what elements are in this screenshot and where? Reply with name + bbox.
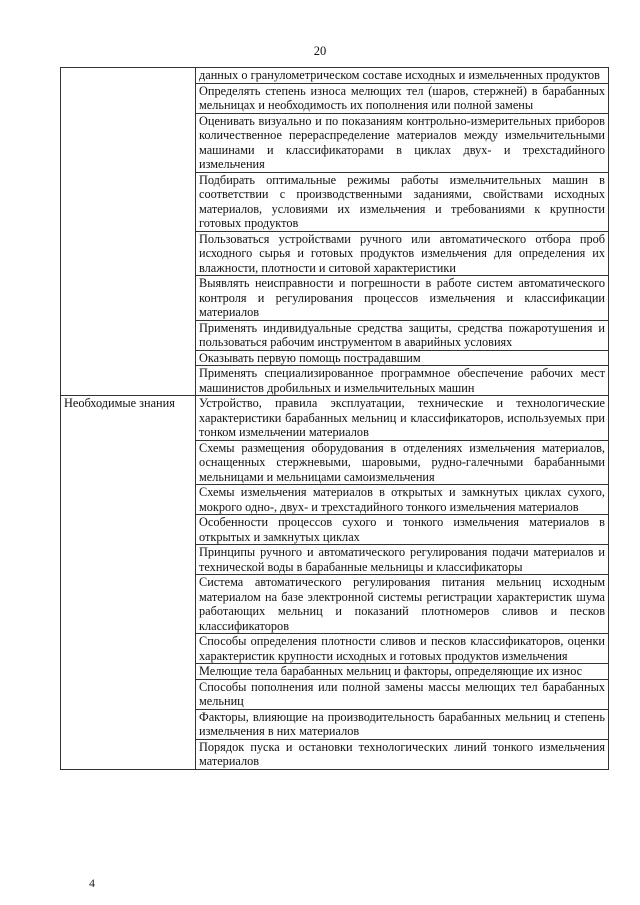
table-cell: Порядок пуска и остановки технологических линий тонкого измельчения материалов [196,739,609,769]
table-row [61,68,609,84]
table-cell: Выявлять неисправности и погрешности в работе систем автоматического контроля и регулирования процессов измельчения и классификации материалов [196,276,609,321]
table-cell: Способы определения плотности сливов и песков классификаторов, оценки характеристик крупности исходных и готовых продуктов измельчения [196,634,609,664]
table-cell: Оказывать первую помощь пострадавшим [196,350,609,366]
table-cell: Схемы измельчения материалов в открытых и замкнутых циклах сухого, мокрого одно-, двух- и трехстадийного тонкого измельчения материалов [196,485,609,515]
label-cell-empty [61,68,196,396]
table-cell: Мелющие тела барабанных мельниц и факторы, определяющие их износ [196,664,609,680]
table-cell: Оценивать визуально и по показаниям контрольно-измерительных приборов количественное перераспределение материалов между измельчительными машинами и классификаторами в циклах двух- и трехстадийного измельчения [196,113,609,172]
table-cell: Подбирать оптимальные режимы работы измельчительных машин в соответствии с производственными заданиями, свойствами исходных материалов, условиями их измельчения и требованиями к крупности готовых продуктов [196,172,609,231]
page-number: 20 [313,44,327,58]
table-cell: Способы пополнения или полной замены массы мелющих тел барабанных мельниц [196,679,609,709]
table-cell: Устройство, правила эксплуатации, технические и технологические характеристики барабанных мельниц и классификаторов, используемых при тонком измельчении материалов [196,396,609,441]
table-cell: Система автоматического регулирования питания мельниц исходным материалом на базе электронной системы регистрации характеристик шума работающих мельниц и показаний плотномеров сливов и песков классификаторов [196,575,609,634]
table-cell: Пользоваться устройствами ручного или автоматического отбора проб исходного сырья и готовых продуктов измельчения для определения их влажности, плотности и ситовой характеристики [196,231,609,276]
requirements-table [60,67,609,770]
table-cell: Факторы, влияющие на производительность барабанных мельниц и степень измельчения в них материалов [196,709,609,739]
stray-mark: 4 [89,876,95,890]
section-label-knowledge: Необходимые знания [61,396,196,770]
table-cell: данных о гранулометрическом составе исходных и измельченных продуктов [196,68,609,84]
table-cell: Схемы размещения оборудования в отделениях измельчения материалов, оснащенных стержневыми, шаровыми, рудно-галечными барабанными мельницами и мельницами самоизмельчения [196,440,609,485]
table-cell: Применять индивидуальные средства защиты, средства пожаротушения и пользоваться рабочим инструментом в аварийных условиях [196,320,609,350]
table-cell: Принципы ручного и автоматического регулирования подачи материалов и технической воды в барабанные мельницы и классификаторы [196,545,609,575]
table-cell: Применять специализированное программное обеспечение рабочих мест машинистов дробильных и измельчительных машин [196,366,609,396]
table-cell: Определять степень износа мелющих тел (шаров, стержней) в барабанных мельницах и необходимость их пополнения или полной замены [196,83,609,113]
table-row [61,396,609,441]
table-cell: Особенности процессов сухого и тонкого измельчения материалов в открытых и замкнутых циклах [196,515,609,545]
